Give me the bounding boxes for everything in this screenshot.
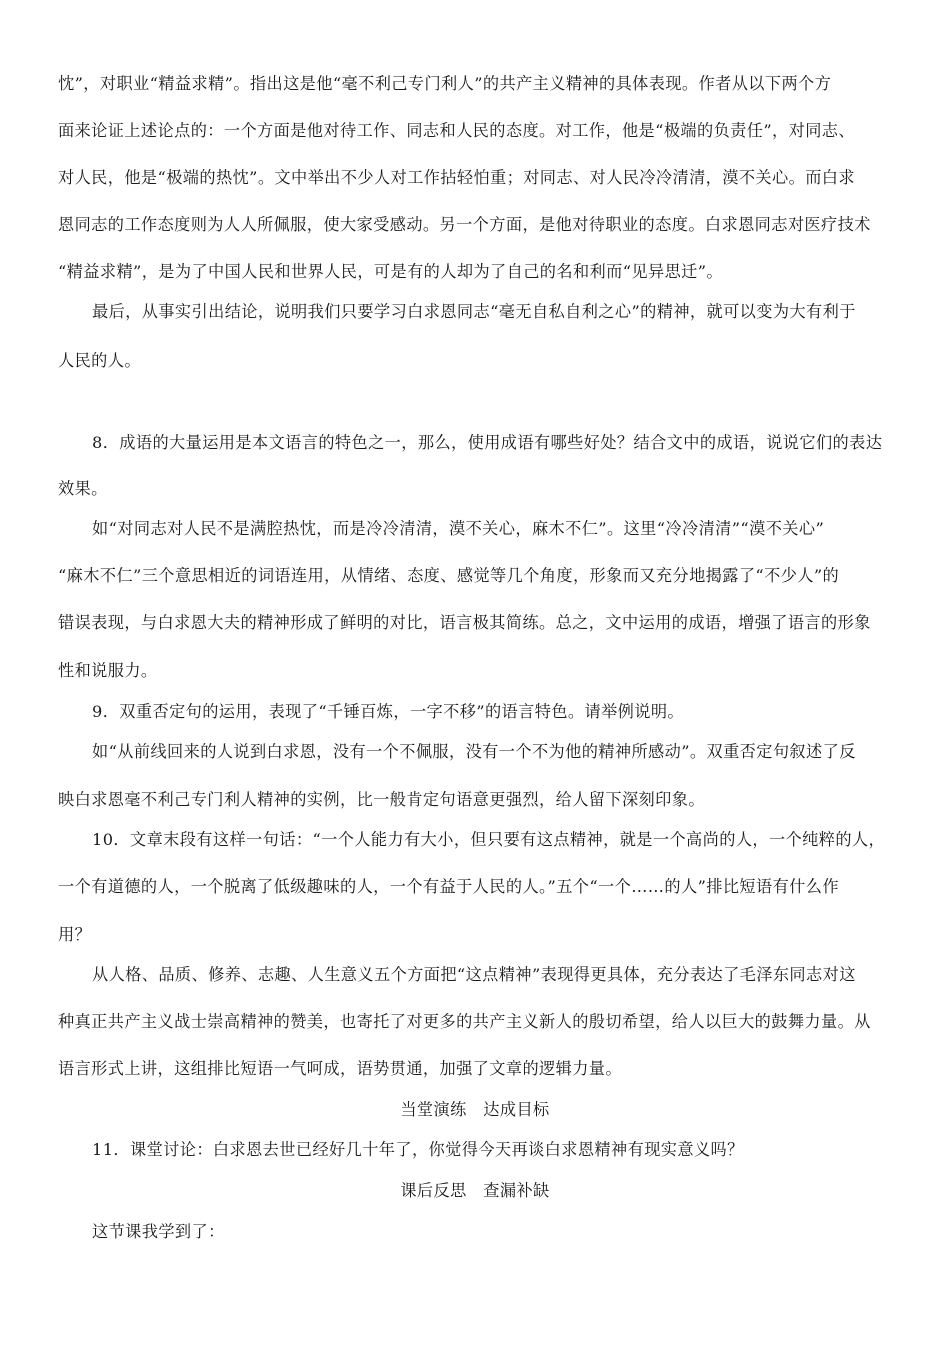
conclusion-line-1: 最后，从事实引出结论，说明我们只要学习白求恩同志“毫无自私自利之心”的精神，就可以变为大有利于 [92,302,856,321]
answer-8-line-4: 性和说服力。 [58,661,158,680]
answer-9-line-1: 如“从前线回来的人说到白求恩，没有一个不佩服，没有一个不为他的精神所感动”。双重否定句叙述了反 [92,742,856,761]
answer-8-line-2: “麻木不仁”三个意思相近的词语连用，从情绪、态度、感觉等几个角度，形象而又充分地揭露了“不少人”的 [58,566,840,585]
answer-10-line-1: 从人格、品质、修养、志趣、人生意义五个方面把“这点精神”表现得更具体，充分表达了毛泽东同志对这 [92,965,856,984]
analysis-line-1: 忱”，对职业“精益求精”。指出这是他“毫不利己专门利人”的共产主义精神的具体表现。作者从以下两个方 [58,74,832,93]
question-8-line-1: 8．成语的大量运用是本文语言的特色之一，那么，使用成语有哪些好处？结合文中的成语，说说它们的表达 [92,433,883,452]
question-10-line-1: 10．文章末段有这样一句话：“一个人能力有大小，但只要有这点精神，就是一个高尚的人，一个纯粹的人， [92,830,886,849]
section-heading-reflection: 课后反思 查漏补缺 [400,1181,550,1200]
conclusion-line-2: 人民的人。 [58,351,141,370]
answer-8-line-1: 如“对同志对人民不是满腔热忱，而是冷冷清清，漠不关心，麻木不仁”。这里“冷冷清清”“漠不关心” [92,519,825,538]
analysis-line-3: 对人民，他是“极端的热忱”。文中举出不少人对工作拈轻怕重；对同志、对人民冷冷清清，漠不关心。而白求 [58,168,855,187]
question-8-line-2: 效果。 [58,479,108,498]
answer-8-line-3: 错误表现，与白求恩大夫的精神形成了鲜明的对比，语言极其简练。总之，文中运用的成语，增强了语言的形象 [58,613,871,632]
answer-10-line-2: 种真正共产主义战士崇高精神的赞美，也寄托了对更多的共产主义新人的殷切希望，给人以巨大的鼓舞力量。从 [58,1012,871,1031]
question-10-line-3: 用？ [58,925,92,944]
analysis-line-2: 面来论证上述论点的：一个方面是他对待工作、同志和人民的态度。对工作，他是“极端的负责任”，对同志、 [58,121,855,140]
answer-10-line-3: 语言形式上讲，这组排比短语一气呵成，语势贯通，加强了文章的逻辑力量。 [58,1059,622,1078]
question-9-line-1: 9．双重否定句的运用，表现了“千锤百炼，一字不移”的语言特色。请举例说明。 [92,702,685,721]
learned-prompt: 这节课我学到了： [92,1222,225,1241]
question-11: 11．课堂讨论：白求恩去世已经好几十年了，你觉得今天再谈白求恩精神有现实意义吗？ [92,1140,744,1159]
analysis-line-5: “精益求精”，是为了中国人民和世界人民，可是有的人却为了自己的名和利而“见异思迁”。 [58,262,724,281]
question-10-line-2: 一个有道德的人，一个脱离了低级趣味的人，一个有益于人民的人。”五个“一个……的人”排比短语有什么作 [58,877,839,896]
answer-9-line-2: 映白求恩毫不利己专门利人精神的实例，比一般肯定句语意更强烈，给人留下深刻印象。 [58,790,705,809]
section-heading-practice: 当堂演练 达成目标 [400,1100,550,1119]
analysis-line-4: 恩同志的工作态度则为人人所佩服，使大家受感动。另一个方面，是他对待职业的态度。白求恩同志对医疗技术 [58,215,871,234]
